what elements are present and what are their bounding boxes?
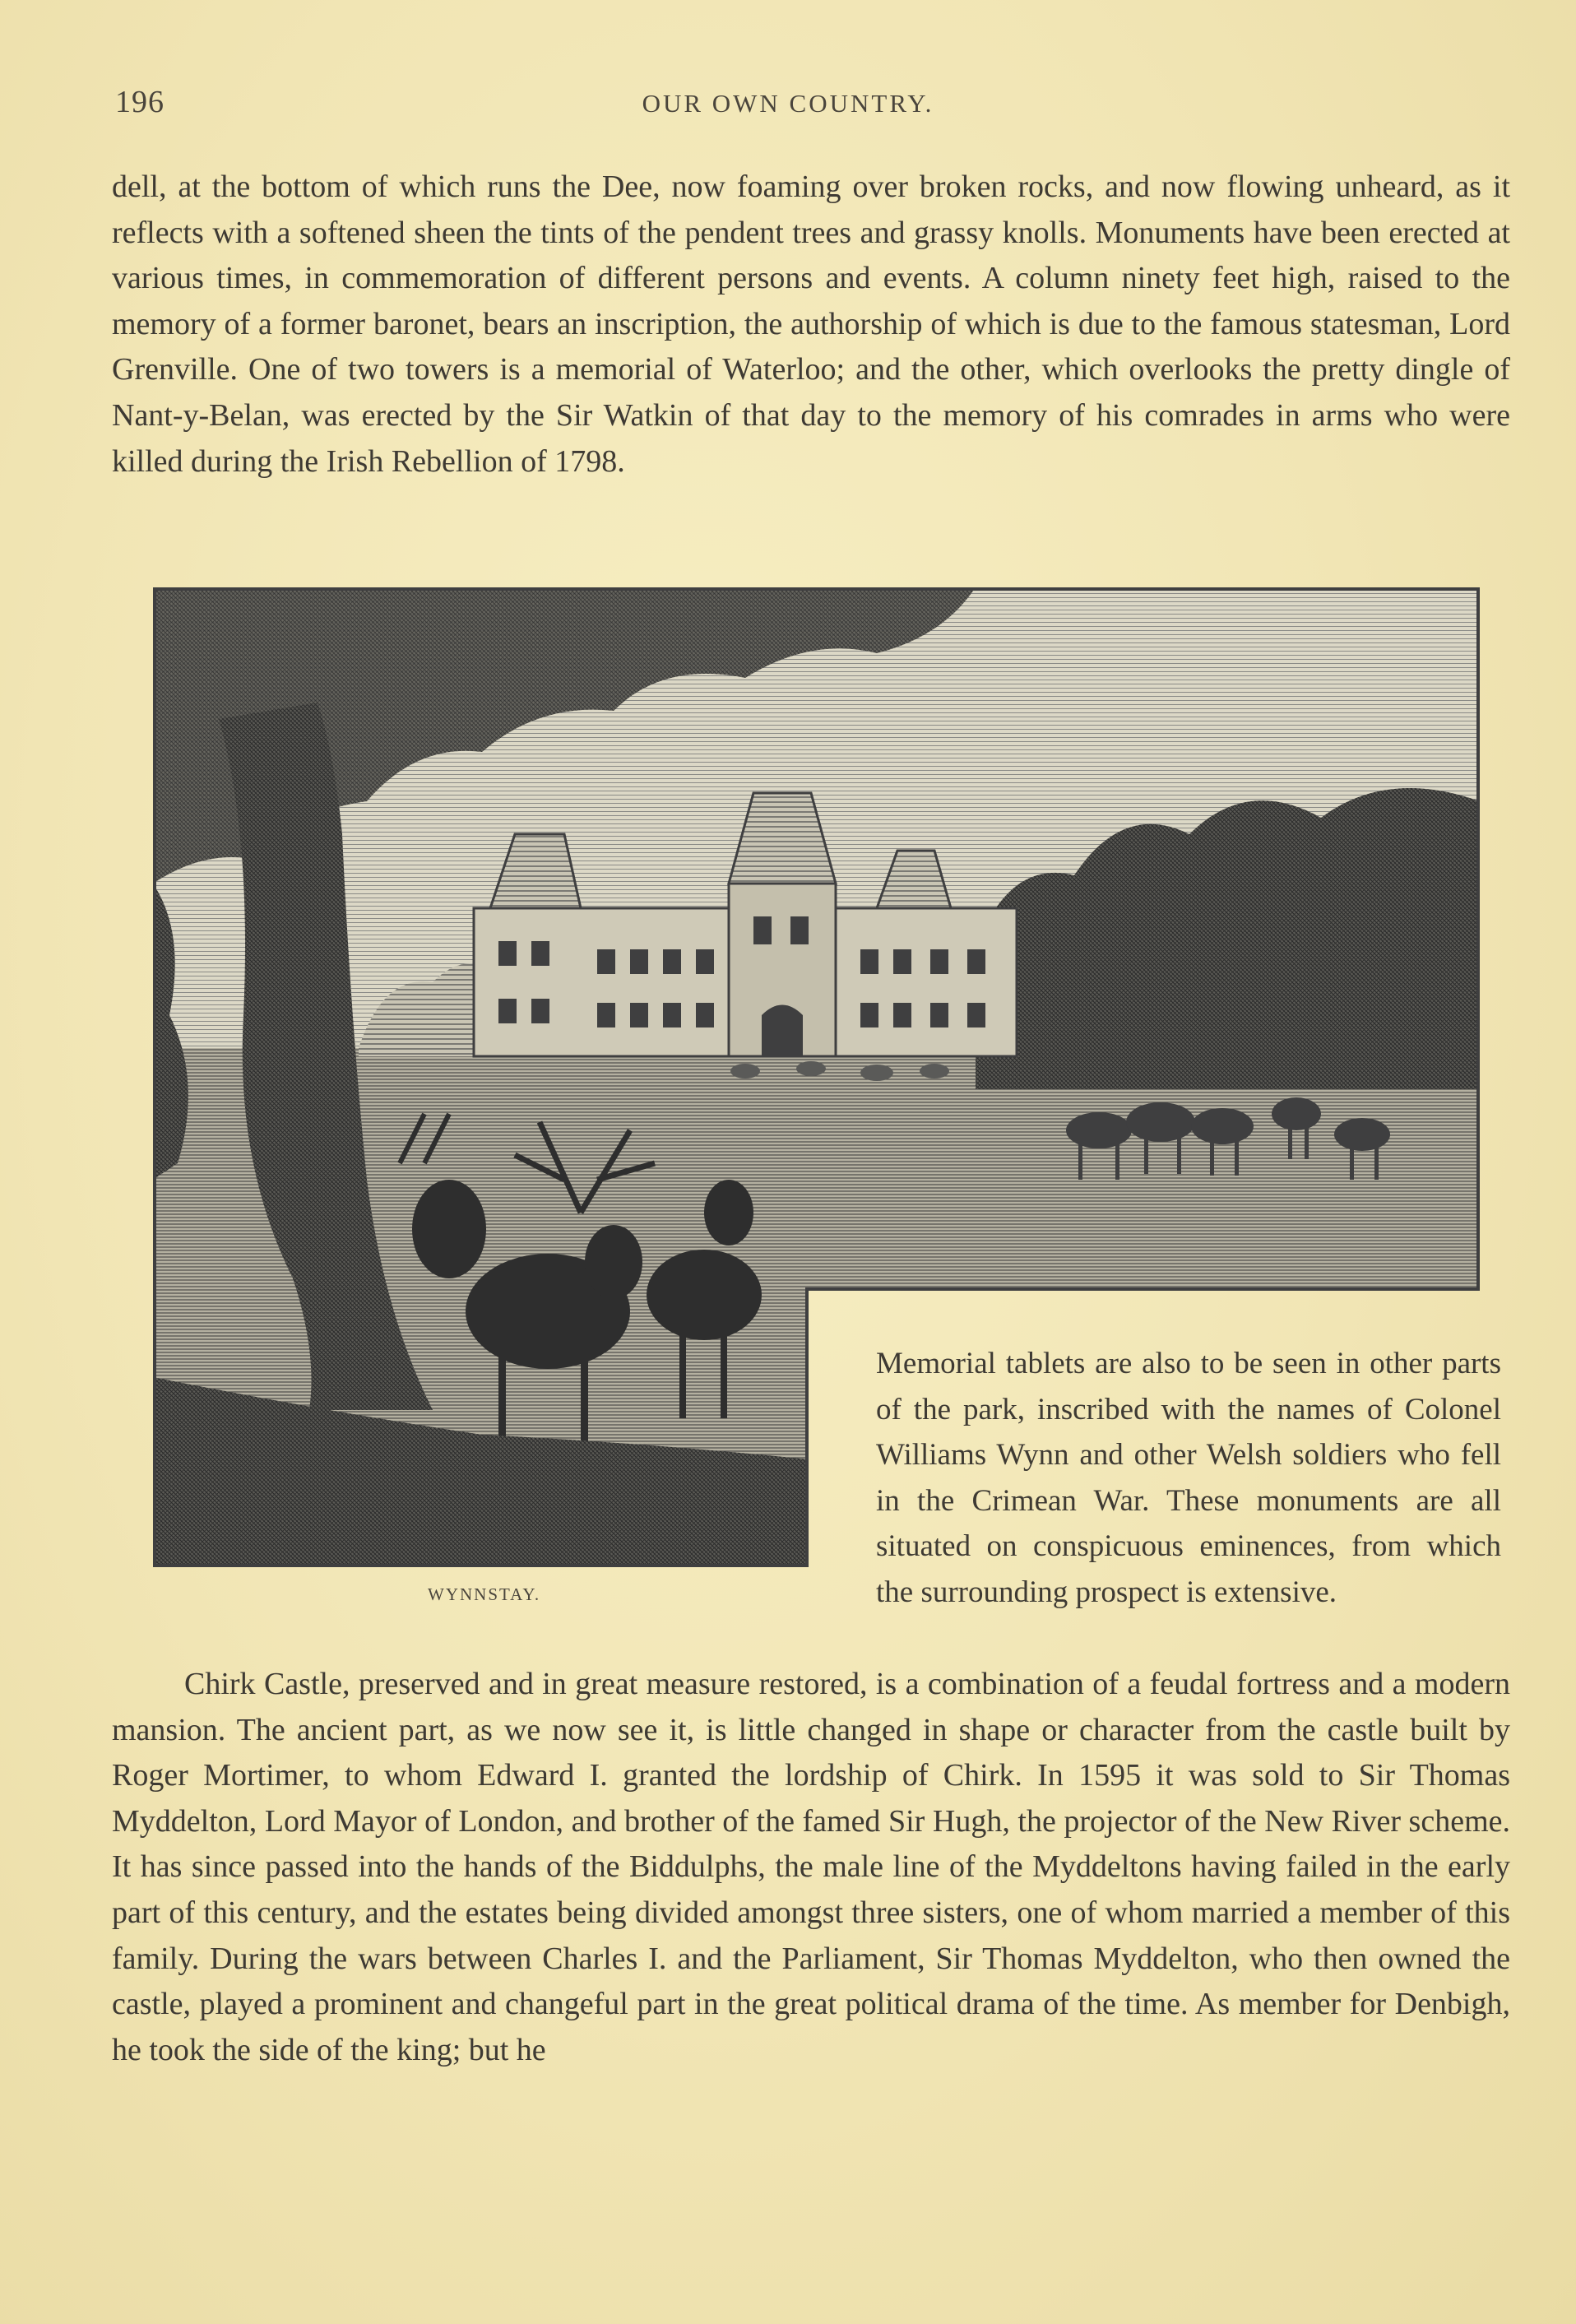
running-title: OUR OWN COUNTRY. [642,89,934,118]
paragraph-side: Memorial tablets are also to be seen in other parts of the park, inscribed with the names of Colonel Williams Wynn and other Welsh soldiers who fell in the Crimean War. These monuments are all situated on conspicuous eminences, from which the surrounding prospect is extensive. [876,1347,1501,1609]
page-number: 196 [115,85,165,119]
paragraph-bottom: Chirk Castle, preserved and in great measure restored, is a combination of a feudal fortress and a modern mansion. The ancient part, as we now see it, is little changed in shape or character from the castle built by Roger Mortimer, to whom Edward I. granted the lordship of Chirk. In 1595 it was sold to Sir Thomas Myddelton, Lord Mayor of London, and brother of the famed Sir Hugh, the projector of the New River scheme. It has since passed into the hands of the Biddulphs, the male line of the Myddeltons having failed in the early part of this century, and the estates being divided amongst three sisters, one of whom married a member of this family. During the wars between Charles I. and the Parliament, Sir Thomas Myddelton, who then owned the castle, played a prominent and changeful part in the great political drama of the time. As member for Denbigh, he took the side of the king; but he [112,1667,1510,2067]
paragraph-top: dell, at the bottom of which runs the Dee, now foaming over broken rocks, and now flowing unheard, as it reflects with a softened sheen the tints of the pendent trees and grassy knolls. Monuments have been erected at various times, in commemoration of different persons and events. A column ninety feet high, raised to the memory of a former baronet, bears an inscription, the authorship of which is due to the famous statesman, Lord Grenville. One of two towers is a memorial of Waterloo; and the other, which overlooks the pretty dingle of Nant-y-Belan, was erected by the Sir Watkin of that day to the memory of his comrades in arms who were killed during the Irish Rebellion of 1798. [112,169,1510,479]
figure-caption: WYNNSTAY. [428,1584,541,1604]
